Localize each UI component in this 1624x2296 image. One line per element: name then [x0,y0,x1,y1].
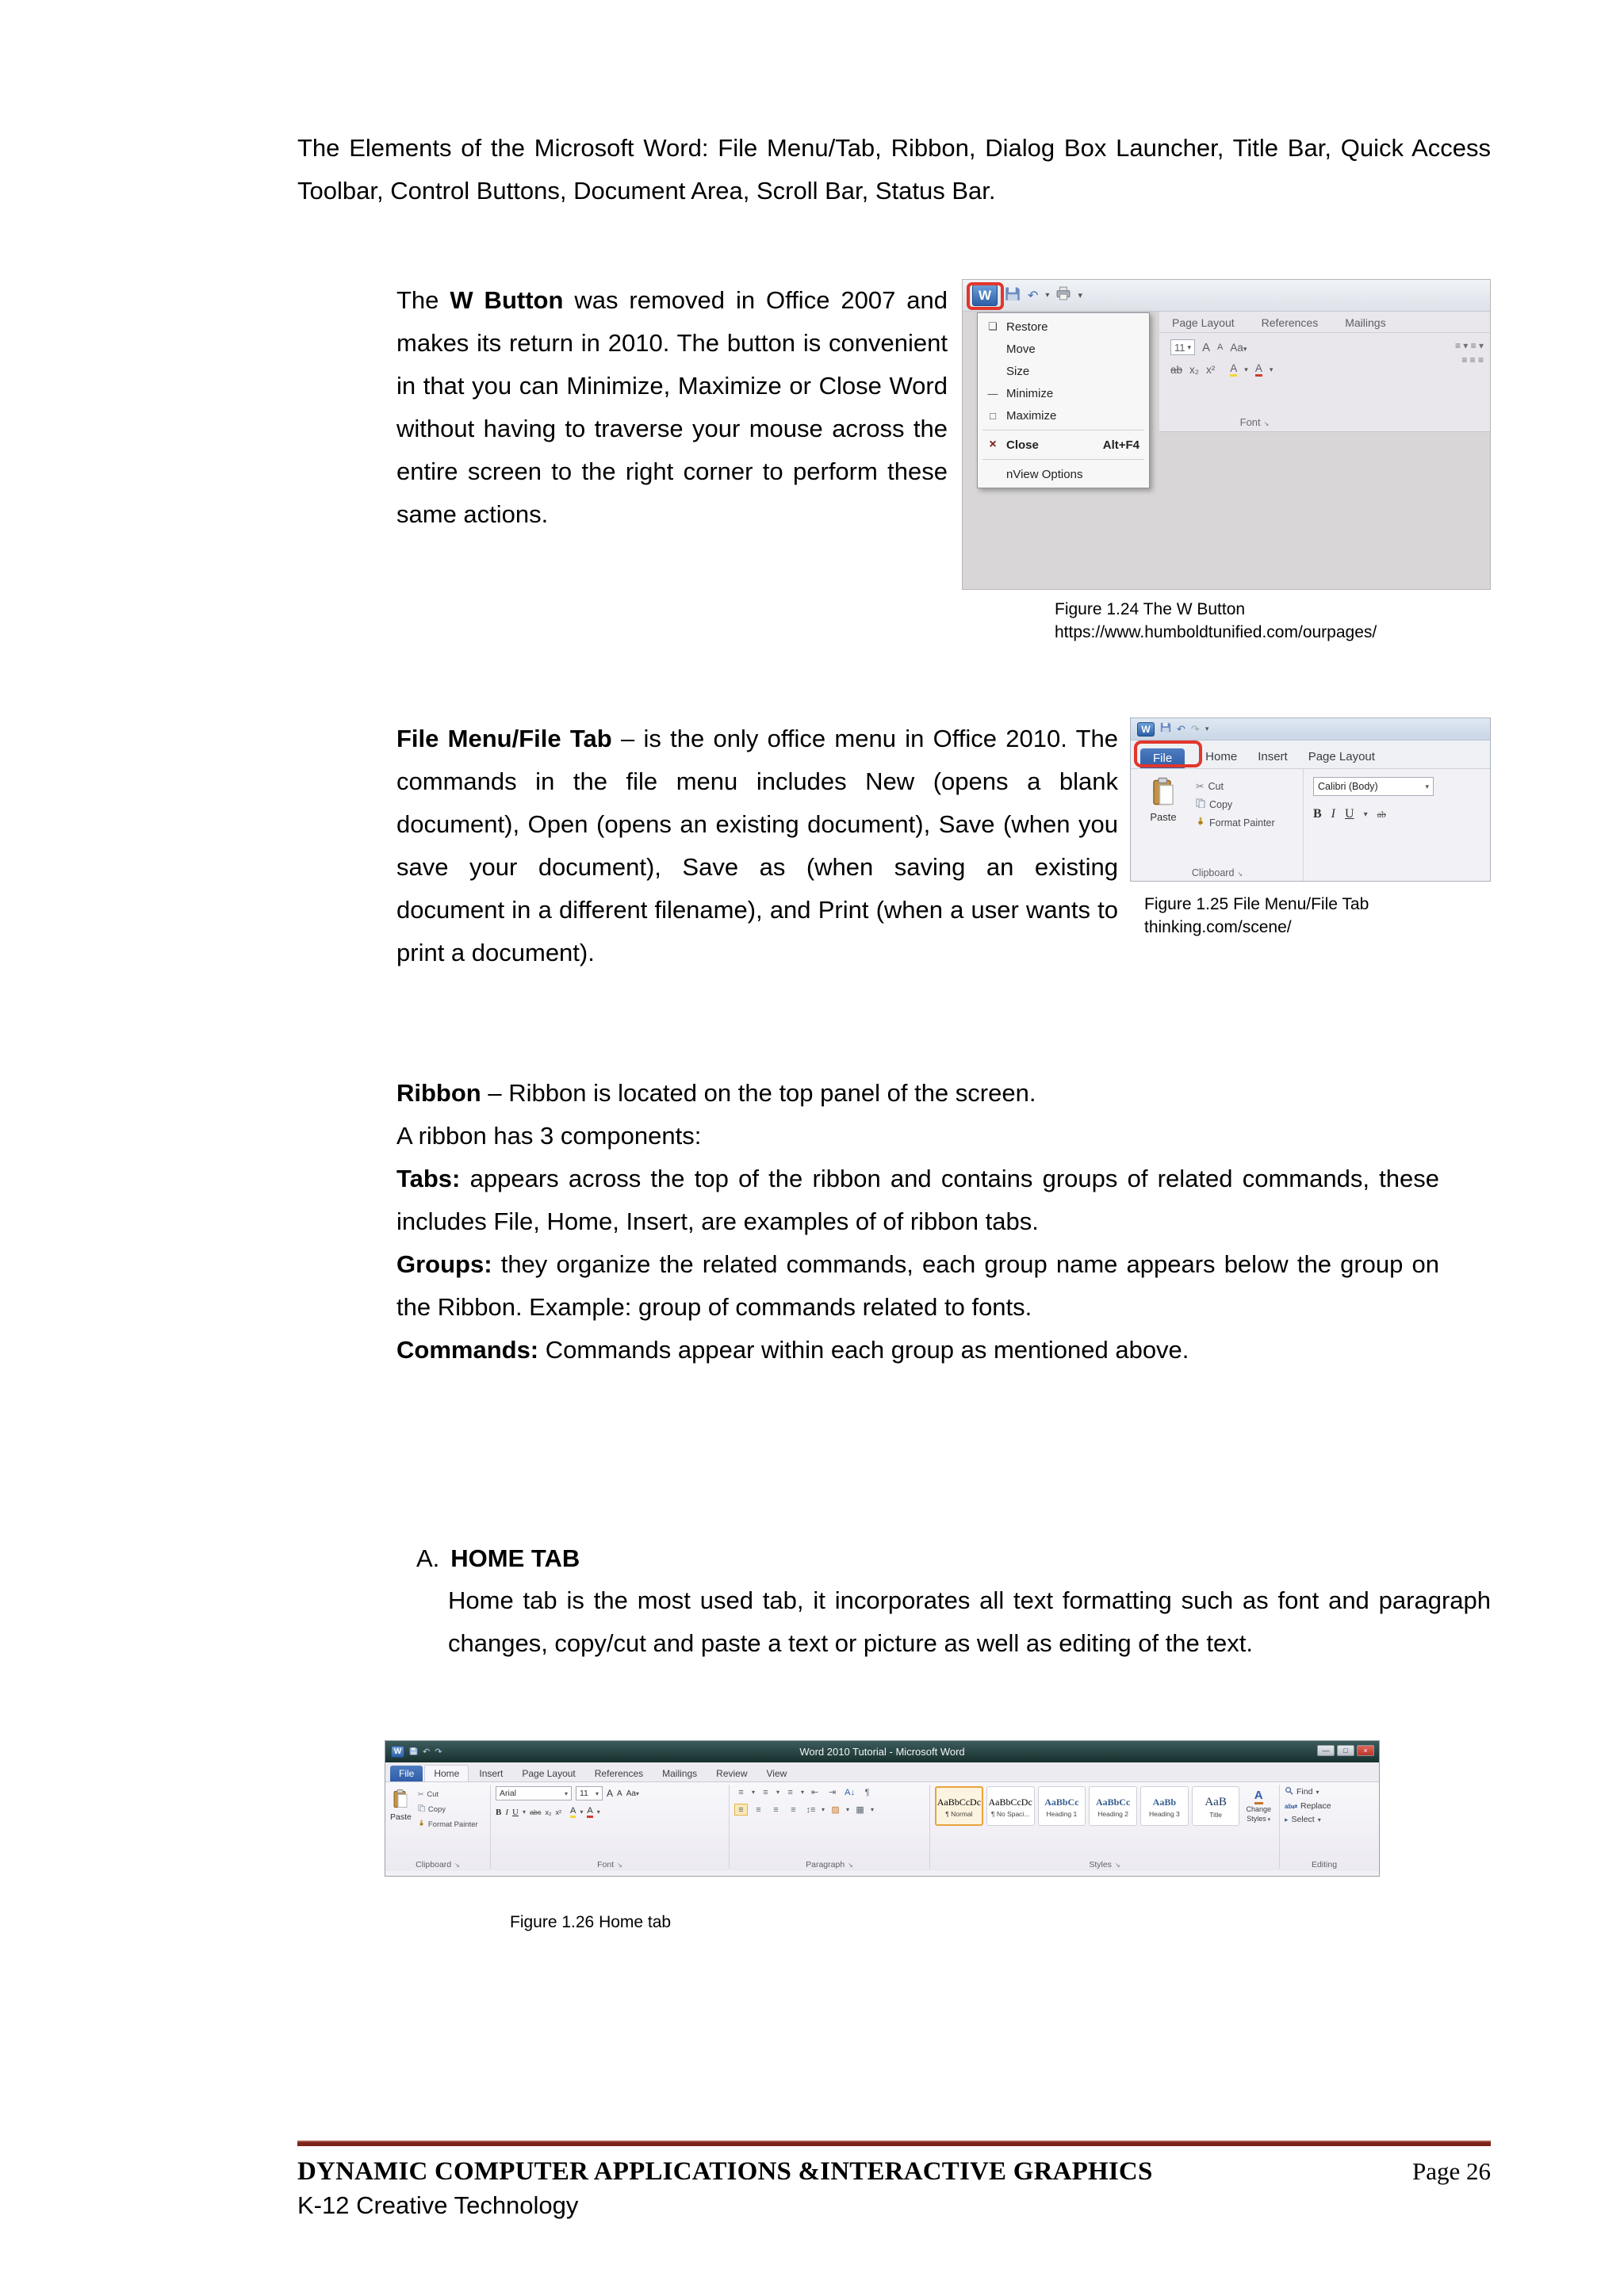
commands-term: Commands: [396,1335,539,1364]
close-button-icon: × [1357,1745,1374,1756]
change-case-icon: Aa▾ [626,1789,639,1798]
tab-insert: Insert [1258,750,1288,763]
w-button-menu [977,312,1150,488]
footer-title: DYNAMIC COMPUTER APPLICATIONS &INTERACTIVE GRAPHICS [297,2157,1153,2186]
font-size-combo: 11 ▾ [1170,339,1195,355]
clipboard-commands [418,1786,478,1858]
file-menu-section [396,718,1491,974]
footer-divider [297,2141,1491,2146]
numbering-icon: ≡ [763,1787,768,1797]
multilevel-list-icon: ≡ [787,1787,793,1797]
menu-item-move: Move [1006,342,1036,356]
ribbon-groups-item: Groups: they organize the related commands, each group name appears below the group on the Ribbon. Example: group of commands related to fonts. [396,1249,1439,1321]
highlight-color-icon: A [570,1806,576,1818]
save-icon [1005,285,1021,305]
shrink-font-icon: A [617,1789,622,1798]
caption-source: thinking.com/scene/ [1144,918,1292,937]
font-name-combo: Arial ▾ [496,1786,572,1800]
dialog-launcher-icon: ↘ [848,1862,853,1869]
font-group-label: Font ↘ [597,1860,622,1869]
grow-font-icon: A [607,1788,614,1799]
clipboard-group [385,1782,490,1871]
underline-icon: U [512,1807,519,1817]
figure-1-24-screenshot [962,279,1491,590]
clipboard-commands [1196,777,1275,882]
tab-mailings: Mailings [662,1768,698,1779]
ribbon-fragment [1159,312,1490,432]
word-app-icon: W [391,1746,404,1758]
figure-1-25 [1130,718,1491,974]
tab-page-layout: Page Layout [522,1768,576,1779]
close-icon: × [989,438,997,451]
bold-icon: B [1313,807,1322,821]
italic-icon: I [1331,807,1335,821]
w-button-text-pre: The [396,286,450,314]
increase-indent-icon: ⇥ [828,1788,837,1797]
save-icon [1160,721,1171,737]
strikethrough-icon: abc [529,1808,542,1816]
paste-button: Paste [1139,777,1188,882]
ribbon-term: Ribbon [396,1079,481,1107]
bullets-icon: ≡ [738,1787,744,1797]
groups-term: Groups: [396,1249,492,1278]
tabs-term: Tabs: [396,1164,461,1192]
minimize-button-icon: — [1317,1745,1335,1756]
tab-insert: Insert [479,1768,504,1779]
ribbon-tabs-item: Tabs: appears across the top of the ribbon and contains groups of related commands, these includes File, Home, Insert, are examples of of ribbon tabs. [396,1164,1439,1235]
tab-home: Home [424,1765,469,1781]
caption-source: https://www.humboldtunified.com/ourpages/ [1055,623,1377,642]
intro-paragraph: The Elements of the Microsoft Word: File Menu/Tab, Ribbon, Dialog Box Launcher, Title Bar, Quick Access Toolbar, Control Buttons, Document Area, Scroll Bar, Status Bar. [297,134,1491,205]
copy-command: Copy [418,1804,478,1814]
style-heading-1: AaBbCc Heading 1 [1038,1786,1086,1826]
dialog-launcher-icon: ↘ [1263,420,1270,427]
home-tab-title: HOME TAB [450,1544,580,1572]
superscript-icon: x² [555,1808,561,1816]
format-painter-icon [418,1820,425,1829]
change-styles-icon: A [1254,1789,1263,1804]
grow-font-icon: A [1202,340,1211,354]
word-quick-access-toolbar [963,280,1490,312]
tab-review: Review [716,1768,748,1779]
home-tab-heading [416,1544,1491,1573]
restore-icon: ❏ [988,320,998,332]
page-number: Page 26 [1411,2157,1491,2185]
menu-item-minimize: — Minimize [978,382,1149,404]
window-title: Word 2010 Tutorial - Microsoft Word [799,1746,965,1758]
justify-icon: ≡ [791,1804,796,1815]
tab-page-layout: Page Layout [1172,316,1235,329]
format-painter-command: Format Painter [418,1820,478,1829]
styles-gallery [935,1786,1274,1826]
copy-icon [1196,798,1205,810]
font-group-fragment [1304,769,1434,882]
print-icon [1056,286,1071,304]
redo-icon: ↷ [435,1747,442,1757]
w-button-icon: W [972,285,998,306]
style-normal: AaBbCcDc ¶ Normal [935,1786,983,1826]
borders-icon: ▦ [856,1805,864,1815]
styles-group [930,1782,1279,1871]
paste-clipboard-icon [1151,777,1175,808]
undo-icon: ↶ [423,1747,431,1757]
line-spacing-icon: ↕≡ [806,1804,816,1815]
styles-group-label: Styles ↘ [1089,1860,1120,1869]
font-name-combo: Calibri (Body) ▾ [1313,777,1434,796]
paragraph-icons-fragment: ≡ ▾ ≡ ▾ ≡ ≡ ≡ [1454,340,1484,365]
menu-item-restore: ❏ Restore [978,316,1149,338]
page-footer [297,2141,1491,2220]
home-tab-paragraph: Home tab is the most used tab, it incorporates all text formatting such as font and paragraph changes, copy/cut and paste a text or picture as well as editing of the text. [448,1586,1491,1657]
ribbon-commands-item: Commands: Commands appear within each group as mentioned above. [396,1335,1189,1364]
figure-1-26-screenshot [385,1740,1380,1877]
menu-item-close: × Close Alt+F4 [978,434,1149,456]
select-icon: ▸ [1285,1815,1289,1823]
italic-icon: I [505,1807,509,1817]
cut-command: ✂ Cut [417,1790,439,1799]
show-paragraph-marks-icon: ¶ [864,1787,870,1797]
underline-icon: U [1345,807,1354,821]
shrink-font-icon: A [1217,342,1224,352]
find-command: Find ▾ [1285,1786,1364,1797]
underline-dropdown-icon: ▾ [1363,809,1368,819]
figure-1-24-caption [1055,598,1491,645]
figure-1-25-caption [1144,893,1491,939]
tab-home: Home [1205,750,1238,763]
style-no-spacing: AaBbCcDc ¶ No Spaci... [986,1786,1035,1826]
w-button-term: W Button [450,286,564,314]
subscript-icon: x₂ [1189,363,1200,376]
red-highlight-box [967,282,1004,310]
ribbon-paragraph: Ribbon – Ribbon is located on the top panel of the screen. [396,1079,1036,1107]
window-controls [1317,1745,1374,1756]
shading-icon: ▨ [831,1805,840,1815]
qat-customize-icon: ▾ [1205,725,1209,733]
word-title-bar-fragment [1131,718,1490,740]
tab-page-layout: Page Layout [1308,750,1375,763]
word-title-bar [385,1741,1379,1762]
figure-1-24 [962,279,1491,645]
minimize-icon: — [987,387,998,400]
cut-command: ✂ Cut [1196,780,1224,792]
ribbon-body [385,1782,1379,1871]
align-center-icon: ≡ [756,1804,761,1815]
align-right-icon: ≡ [773,1804,779,1815]
tab-references: References [594,1768,644,1779]
figure-1-26-caption: Figure 1.26 Home tab [510,1913,672,1931]
format-painter-icon [1196,817,1205,828]
change-case-icon: Aa▾ [1230,341,1247,354]
paste-button: Paste [390,1786,412,1858]
style-heading-3: AaBb Heading 3 [1140,1786,1189,1826]
ribbon-tabs-fragment [1159,312,1490,333]
copy-command: Copy [1196,798,1275,810]
file-menu-paragraph [396,718,1118,974]
bold-icon: B [496,1807,502,1817]
dialog-launcher-icon: ↘ [454,1862,460,1869]
underline-dropdown-icon: ▾ [522,1808,526,1816]
format-painter-command: Format Painter [1196,817,1275,828]
paste-clipboard-icon [393,1789,408,1811]
align-left-icon: ≡ [734,1804,748,1816]
w-button-section [396,279,1491,645]
tab-file: File [1140,748,1185,768]
maximize-button-icon: □ [1337,1745,1354,1756]
red-highlight-box [1134,740,1202,767]
scissors-icon: ✂ [417,1790,424,1798]
caption-line: Figure 1.24 The W Button [1055,600,1246,618]
find-icon [1285,1786,1293,1797]
dialog-launcher-icon: ↘ [1114,1862,1120,1869]
clipboard-group-label: Clipboard ↘ [416,1860,460,1869]
font-group: Arial ▾ 11 ▾ A A Aa▾ B I U ▾ abc x₂ x² A ▾ A ▾ Font ↘ [491,1782,729,1871]
close-shortcut: Alt+F4 [1102,438,1139,452]
menu-item-maximize: □ Maximize [978,404,1149,427]
tab-file: File [390,1766,423,1781]
undo-icon: ↶ [1028,289,1039,303]
figure-1-25-screenshot [1130,718,1491,882]
menu-separator [982,459,1144,460]
file-menu-text: – is the only office menu in Office 2010. The commands in the file menu includes New (opens a blank document), Open (opens an existing document), Save (when you save your document), Save as (when saving an existing document in a different filename), and Print (when a user wants to print a document). [396,725,1118,966]
editing-group [1280,1782,1369,1871]
ribbon-section [396,1072,1491,1372]
tab-references: References [1261,316,1319,329]
decrease-indent-icon: ⇤ [810,1788,819,1797]
editing-group-label: Editing [1311,1860,1338,1869]
menu-item-size: Size [1006,364,1030,378]
list-letter: A. [416,1544,440,1572]
highlight-color-icon: A [1230,362,1237,377]
ribbon-body-fragment [1131,769,1490,882]
strikethrough-icon: ab [1170,363,1183,376]
sort-icon: A↓ [845,1787,855,1797]
clipboard-group [1131,769,1304,882]
undo-dropdown-icon: ▾ [1045,291,1050,300]
ribbon-tabs [385,1762,1379,1782]
menu-item-nview-options: nView Options [1006,467,1083,481]
tab-mailings: Mailings [1345,316,1386,329]
dialog-launcher-icon: ↘ [1237,871,1243,878]
style-title: AaB Title [1192,1786,1240,1826]
redo-icon: ↷ [1190,722,1200,735]
undo-icon: ↶ [1177,722,1185,735]
ribbon-components-line: A ribbon has 3 components: [396,1121,702,1150]
copy-icon [418,1804,425,1814]
paragraph-group: ≡ ▾ ≡ ▾ ≡ ▾ ⇤ ⇥ A↓ ¶ ≡ ≡ ≡ ≡ ↕≡ ▾ ▨ ▾ ▦ ▾ Paragraph ↘ [730,1782,929,1871]
font-color-icon: A [587,1806,592,1818]
select-command: ▸ Select ▾ [1285,1815,1321,1824]
footer-subtitle: K-12 Creative Technology [297,2191,579,2219]
ribbon-tabs-fragment [1131,740,1490,769]
font-size-combo: 11 ▾ [576,1786,603,1800]
font-group-label: Font ↘ [1239,416,1270,428]
dialog-launcher-icon: ↘ [617,1862,622,1869]
font-format-buttons [1313,807,1434,821]
w-button-text-rest: was removed in Office 2007 and makes its return in 2010. The button is convenient in that you can Minimize, Maximize or Close Word without having to traverse your mouse across the entire screen to the right corner to perform these same actions. [396,286,948,528]
file-menu-term: File Menu/File Tab [396,725,612,752]
qat-customize-icon: ▾ [1078,291,1082,300]
w-button-paragraph [396,279,948,645]
scissors-icon: ✂ [1196,781,1205,792]
replace-icon: ab⇄ [1285,1802,1298,1810]
paragraph-group-label: Paragraph ↘ [806,1860,853,1869]
figure-1-26 [385,1740,1511,1932]
clipboard-group-label: Clipboard ↘ [1191,867,1243,878]
font-group-fragment: 11 ▾ A A Aa▾ ab x₂ x² A ▾ A ▾ [1170,340,1274,376]
subscript-icon: x₂ [545,1808,552,1816]
strikethrough-icon: ab [1377,808,1386,820]
caption-line: Figure 1.25 File Menu/File Tab [1144,895,1369,913]
home-tab-section [416,1544,1491,1665]
maximize-icon: □ [990,409,996,422]
style-heading-2: AaBbCc Heading 2 [1089,1786,1137,1826]
font-color-icon: A [1255,362,1262,377]
replace-command: ab⇄ Replace [1285,1801,1331,1811]
superscript-icon: x² [1206,363,1216,376]
change-styles-button: A Change Styles ▾ [1246,1789,1271,1823]
word-app-icon: W [1137,722,1155,737]
tab-view: View [766,1768,787,1779]
